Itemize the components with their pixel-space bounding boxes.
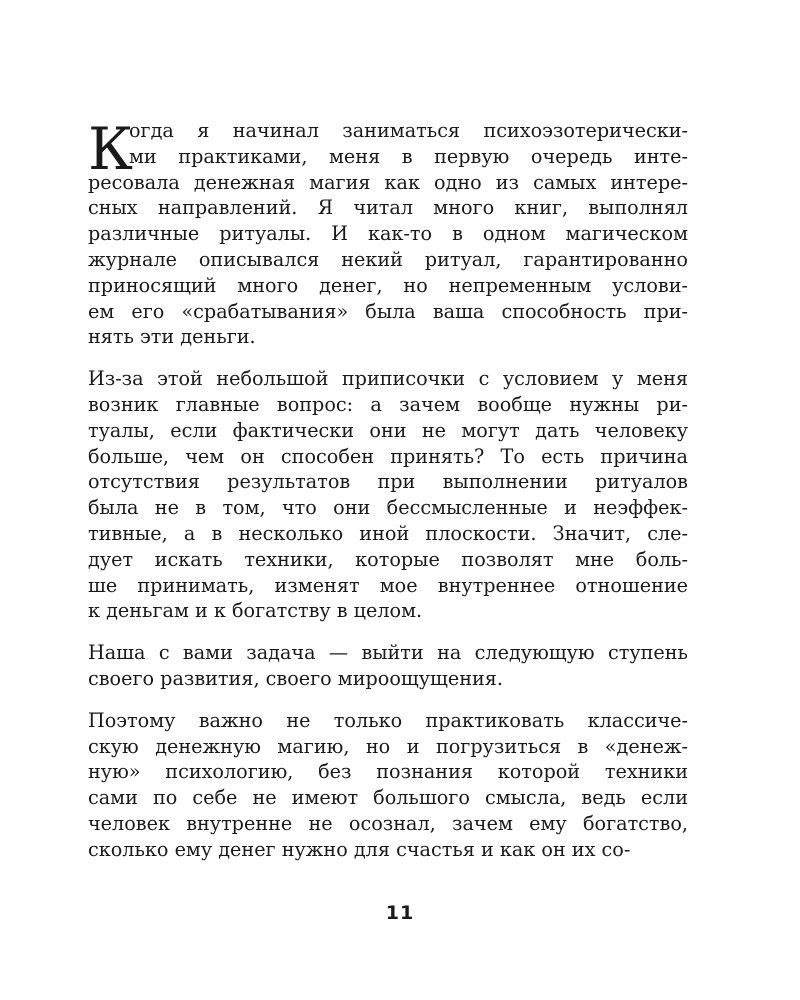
text-line: была не в том, что они бессмысленные и неэффек-	[88, 496, 688, 520]
text-line: скую денежную магию, но и погрузиться в «денеж-	[88, 734, 688, 758]
text-line: приносящий много денег, но непременным услови-	[88, 273, 688, 297]
paragraph	[88, 640, 688, 692]
drop-cap: К	[88, 115, 133, 183]
text-line: огда я начинал заниматься психоэзотерически-	[129, 119, 688, 142]
page-number: 11	[385, 902, 415, 924]
text-line: сколько ему денег нужно для счастья и как он их со-	[88, 837, 631, 861]
text-line: человек внутренне не осознал, зачем ему богатство,	[88, 811, 688, 835]
text-line: Поэтому важно не только практиковать классиче-	[88, 708, 688, 732]
text-line: Наша с вами задача — выйти на следующую ступень	[88, 641, 688, 665]
text-line: ресовала денежная магия как одно из самых интере-	[88, 170, 688, 194]
text-line: своего развития, своего мироощущения.	[88, 666, 504, 690]
body-text	[88, 115, 688, 879]
text-line: ше принимать, изменят мое внутреннее отношение	[88, 573, 688, 597]
paragraph	[88, 708, 688, 863]
text-line: возник главные вопрос: а зачем вообще нужны ри-	[88, 392, 688, 416]
text-line: сных направлений. Я читал много книг, выполнял	[88, 196, 688, 220]
text-line: сами по себе не имеют большого смысла, ведь если	[88, 786, 688, 810]
text-line: нять эти деньги.	[88, 325, 256, 349]
text-line: различные ритуалы. И как-то в одном магическом	[88, 222, 688, 246]
text-line: туалы, если фактически они не могут дать человеку	[88, 418, 688, 442]
text-line: тивные, а в несколько иной плоскости. Значит, сле-	[88, 521, 688, 545]
text-line: ную» психологию, без познания которой техники	[88, 760, 688, 784]
text-line: к деньгам и к богатству в целом.	[88, 599, 423, 623]
text-line: дует искать техники, которые позволят мне боль-	[88, 547, 688, 571]
text-line: Из-за этой небольшой приписочки с условием у меня	[88, 367, 688, 391]
paragraph	[88, 115, 688, 350]
text-line: больше, чем он способен принять? То есть причина	[88, 444, 688, 468]
paragraph	[88, 366, 688, 624]
text-line: отсутствия результатов при выполнении ритуалов	[88, 470, 688, 494]
text-line: ем его «срабатывания» была ваша способность при-	[88, 299, 688, 323]
text-line: журнале описывался некий ритуал, гарантированно	[88, 247, 688, 271]
text-line: ми практиками, меня в первую очередь инте-	[129, 144, 688, 168]
